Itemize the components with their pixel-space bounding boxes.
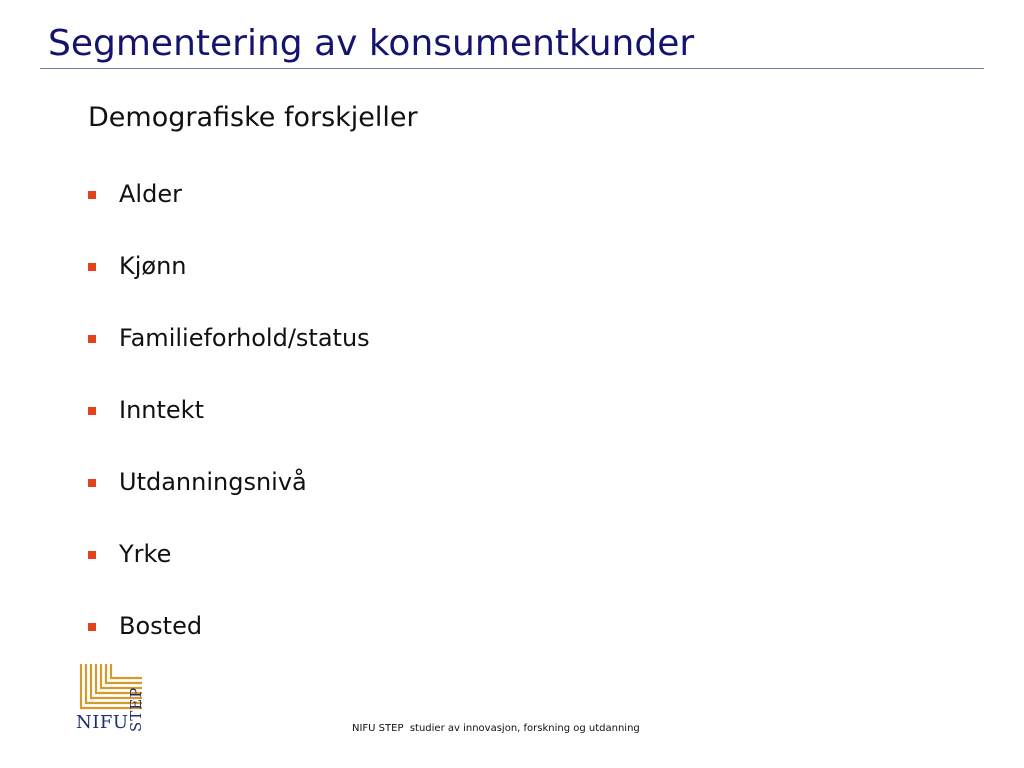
footer-text: NIFU STEP studier av innovasjon, forskning og utdanning [352,723,640,734]
title-divider [40,68,984,69]
bullet-square-icon [88,407,96,415]
logo-nifu-text: NIFU [76,712,129,733]
bullet-text: Alder [119,180,182,208]
logo-step-text: STEP [127,686,145,732]
bullet-text: Bosted [119,612,203,640]
bullet-text: Inntekt [119,396,204,424]
bullet-square-icon [88,191,96,199]
slide-subheading: Demografiske forskjeller [88,102,418,133]
bullet-square-icon [88,479,96,487]
bullet-square-icon [88,335,96,343]
bullet-square-icon [88,551,96,559]
slide-title: Segmentering av konsumentkunder [48,23,695,64]
bullet-text: Kjønn [119,252,187,280]
bullet-text: Yrke [119,540,172,568]
bullet-text: Utdanningsnivå [119,468,307,496]
bullet-text: Familieforhold/status [119,324,370,352]
bullet-square-icon [88,623,96,631]
bullet-square-icon [88,263,96,271]
